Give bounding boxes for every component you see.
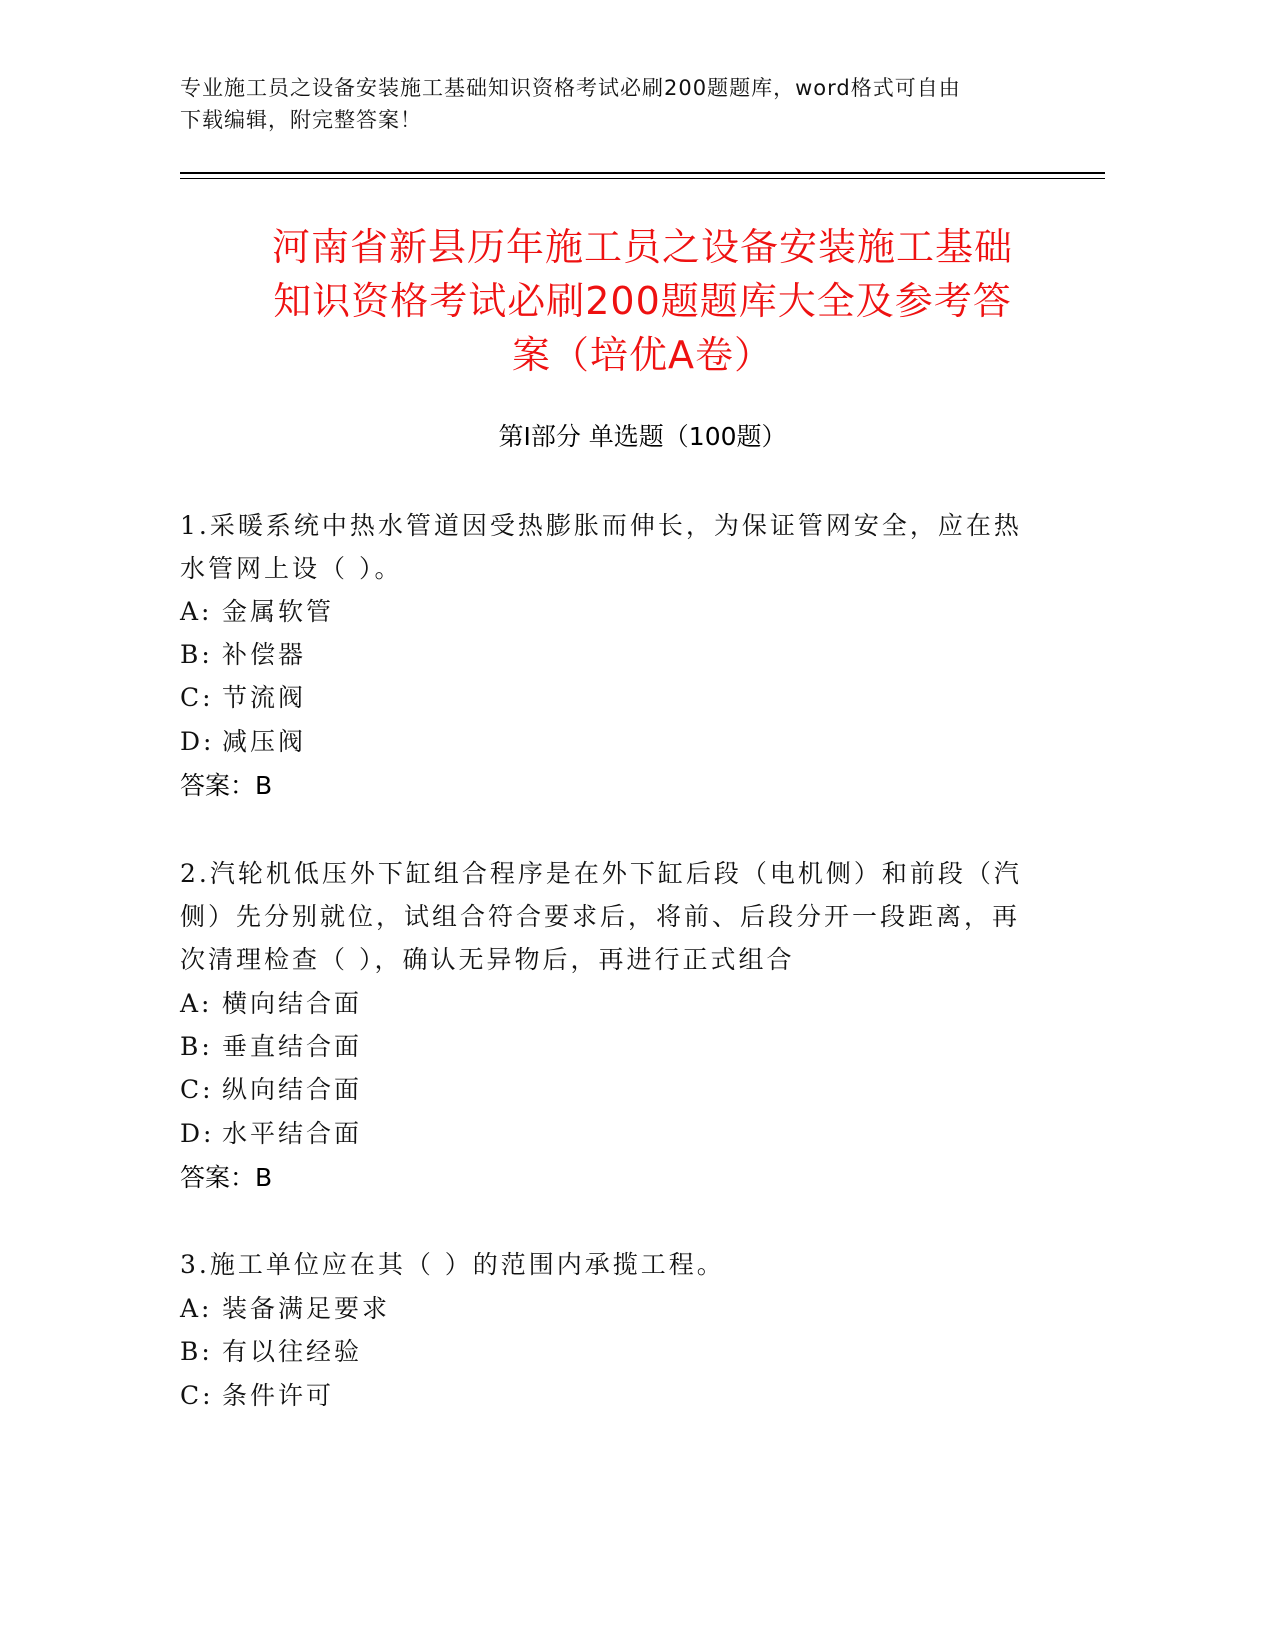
option-text: 有以往经验 — [222, 1337, 363, 1366]
question-2-option-c — [180, 1068, 362, 1111]
question-3-option-b — [180, 1330, 362, 1373]
option-text: 纵向结合面 — [222, 1075, 363, 1104]
option-letter: A: — [180, 597, 213, 626]
question-2-stem — [180, 852, 1040, 981]
question-stem-line: 3.施工单位应在其（ ）的范围内承揽工程。 — [180, 1250, 725, 1279]
option-text: 减压阀 — [222, 727, 307, 756]
question-2-answer: 答案：B — [180, 1163, 273, 1192]
question-1-option-c — [180, 676, 306, 719]
option-letter: D: — [180, 1119, 215, 1148]
question-1-option-b — [180, 633, 306, 676]
question-1-stem — [180, 504, 1040, 590]
question-3-option-c — [180, 1374, 334, 1417]
title-line-1: 河南省新县历年施工员之设备安装施工基础 — [271, 225, 1013, 269]
question-3-option-a — [180, 1287, 390, 1330]
option-text: 水平结合面 — [222, 1119, 363, 1148]
header-note — [180, 72, 1060, 136]
header-note-line-1: 专业施工员之设备安装施工基础知识资格考试必刷200题题库，word格式可自由 — [180, 76, 961, 100]
option-letter: B: — [180, 1032, 213, 1061]
option-text: 垂直结合面 — [222, 1032, 363, 1061]
option-letter: C: — [180, 683, 214, 712]
option-letter: A: — [180, 1294, 213, 1323]
header-rule-thin — [180, 178, 1105, 179]
question-1-option-a — [180, 590, 334, 633]
option-text: 节流阀 — [222, 683, 307, 712]
question-stem-line: 次清理检查（ ），确认无异物后，再进行正式组合 — [180, 945, 795, 974]
question-2-option-a — [180, 982, 362, 1025]
document-title — [180, 220, 1105, 382]
question-stem-line: 2.汽轮机低压外下缸组合程序是在外下缸后段（电机侧）和前段（汽 — [180, 859, 1022, 888]
option-letter: C: — [180, 1075, 214, 1104]
question-3-stem — [180, 1243, 1040, 1286]
option-letter: D: — [180, 727, 215, 756]
question-stem-line: 1.采暖系统中热水管道因受热膨胀而伸长，为保证管网安全，应在热 — [180, 511, 1022, 540]
option-letter: B: — [180, 1337, 213, 1366]
option-text: 装备满足要求 — [222, 1294, 391, 1323]
option-text: 横向结合面 — [222, 989, 363, 1018]
option-text: 条件许可 — [222, 1381, 335, 1410]
option-letter: A: — [180, 989, 213, 1018]
option-text: 金属软管 — [222, 597, 335, 626]
header-note-line-2: 下载编辑，附完整答案！ — [180, 108, 422, 132]
header-rule-thick — [180, 172, 1105, 174]
question-stem-line: 水管网上设（ ）。 — [180, 554, 403, 583]
question-2-option-b — [180, 1025, 362, 1068]
title-line-3: 案（培优A卷） — [512, 333, 773, 377]
option-text: 补偿器 — [222, 640, 307, 669]
option-letter: C: — [180, 1381, 214, 1410]
option-letter: B: — [180, 640, 213, 669]
question-1-answer: 答案：B — [180, 771, 273, 800]
section-heading: 第Ⅰ部分 单选题（100题） — [498, 422, 787, 451]
question-stem-line: 侧）先分别就位，试组合符合要求后，将前、后段分开一段距离，再 — [180, 902, 1021, 931]
question-2-option-d — [180, 1112, 362, 1155]
question-1-option-d — [180, 720, 306, 763]
title-line-2: 知识资格考试必刷200题题库大全及参考答 — [273, 279, 1012, 323]
